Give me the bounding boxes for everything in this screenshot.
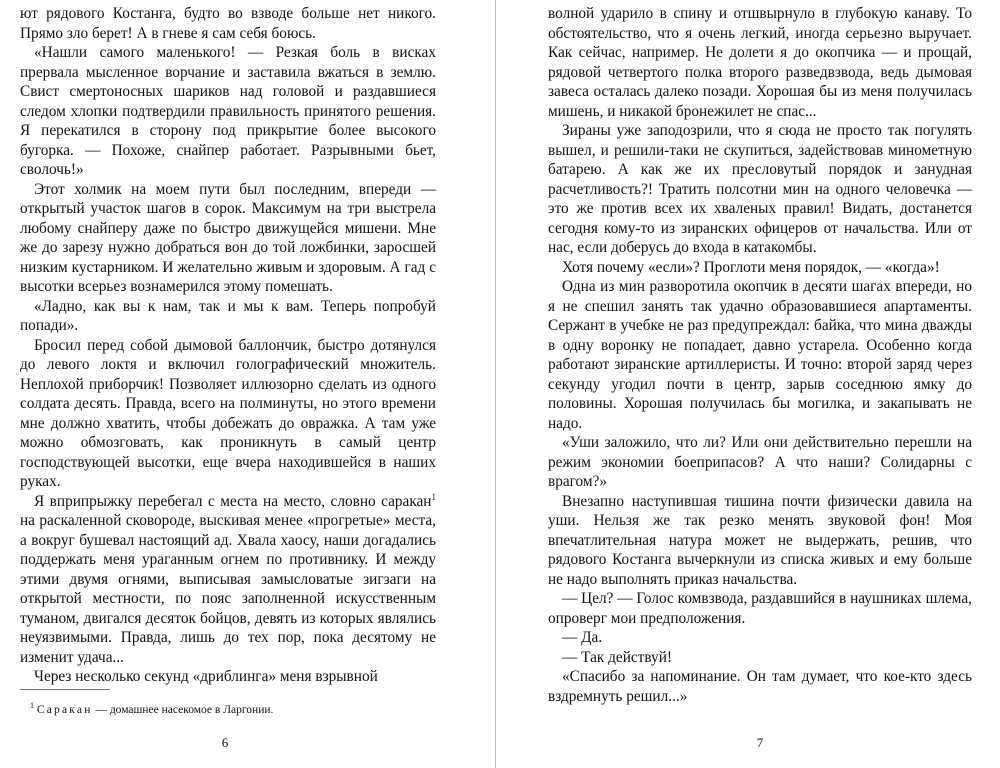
paragraph: «Спасибо за напоминание. Он там думает, что кое-кто здесь вздремнуть решил...»: [548, 668, 972, 705]
dialogue-line: — Цел? — Голос комвзвода, раздавшийся в наушниках шлема, опроверг мои предположения.: [548, 590, 972, 627]
paragraph-text-before-ref: Я вприпрыжку перебегал с места на место, словно саракан: [34, 492, 432, 510]
footnote-divider: [20, 689, 110, 690]
dialogue-line: — Да.: [562, 629, 603, 646]
paragraph: Одна из мин разворотила окопчик в десяти шагах впереди, но я не спешил занять так удачно образовавшиеся апартаменты. Сержант в учебке не раз предупреждал: байка, что мина дважды в одну воронку не попадает, давно устарела. Особенно когда работают зиранские артиллеристы. И точно: второй заряд через секунду угодил почти в центр, зарыв соседнюю ямку до половины. Хорошая получилась бы могилка, и закапывать не надо.: [548, 278, 972, 432]
left-page: [0, 0, 496, 768]
page-gutter: [495, 0, 496, 768]
left-page-text: [20, 4, 436, 687]
paragraph: Внезапно наступившая тишина почти физически давила на уши. Нельзя же так резко менять звуковой фон! Моя впечатлительная натура может не выдержать, решив, что рядового Костанга вычеркнули из списка живых и ему больше не надо выполнять приказ начальства.: [548, 492, 972, 588]
paragraph: Этот холмик на моем пути был последним, впереди — открытый участок шагов в сорок. Максимум на три выстрела любому снайперу даже по быстро движущейся мишени. Мне же до зарезу нужно добраться вон до той ложбинки, заросшей низким кустарником. И желательно живым и здоровым. А гад с высотки всерьез вознамерился этому помешать.: [20, 180, 436, 295]
footnote-definition: — домашнее насекомое в Ларгонии.: [92, 704, 274, 716]
footnote-term: Саракан: [36, 704, 93, 716]
footnote-ref: 1: [431, 491, 436, 502]
paragraph-text-after-ref: на раскаленной сковороде, выскивая менее «прогретые» места, а вокруг бушевал настоящий ад. Хвала хаосу, наши догадались поддержать меня ураганным огнем по противнику. И между этими двумя огнями, выписывая замысловатые зигзаги на открытой местности, по пояс заполненной искусственным туманом, двигался десяток бойцов, девять из которых являлись неуязвимыми. Правда, лишь до тех пор, пока десятому не изменит удача...: [20, 512, 436, 666]
paragraph: Через несколько секунд «дриблинга» меня взрывной: [34, 668, 378, 685]
footnote-number: 1: [30, 701, 34, 710]
paragraph: «Нашли самого маленького! — Резкая боль в висках прервала мысленное ворчание и заставила вжаться в землю. Свист смертоносных шариков над головой и раздавшиеся следом хлопки подтвердили правильность принятого решения. Я перекатился в сторону под прикрытие более высокого бугорка. — Похоже, снайпер работает. Разрывными бьет, сволочь!»: [20, 44, 436, 178]
paragraph: волной ударило в спину и отшвырнуло в глубокую канаву. То обстоятельство, что я очень легкий, иногда серьезно выручает. Как сейчас, например. Не долети я до окопчика — и прощай, рядовой четвертого полка второго разведвзвода, ведь дымовая завеса осталась далеко позади. Хорошая бы из меня получилась мишень, и никакой бронежилет не спас...: [548, 5, 972, 120]
right-page: [497, 0, 1000, 768]
paragraph-with-footnote-ref: [20, 492, 436, 668]
page-number: 6: [221, 735, 229, 750]
paragraph: ют рядового Костанга, будто во взводе больше нет никого. Прямо зло берет! А в гневе я сам себя боюсь.: [20, 5, 436, 42]
paragraph: Бросил перед собой дымовой баллончик, быстро дотянулся до левого локтя и включил голографический множитель. Неплохой приборчик! Позволяет иллюзорно сделать из одного солдата десять. Правда, всего на полминуты, но этого времени мне должно хватить, чтобы добежать до овражка. А там уже можно обмозговать, как проникнуть в самый центр господствующей высотки, еще вчера находившейся в наших руках.: [20, 336, 436, 490]
paragraph: «Уши заложило, что ли? Или они действительно перешли на режим экономии боеприпасов? А что наши? Солидарны с врагом?»: [548, 434, 972, 490]
paragraph: Зираны уже заподозрили, что я сюда не просто так погулять вышел, и решили-таки не скупиться, задействовав минометную батарею. А как же их пресловутый порядок и занудная расчетливость?! Тратить полсотни мин на одного человечка — это же против всех их хваленых правил! Видать, достанется сегодня кому-то из зиранских офицеров от начальства. Или от нас, если доберусь до входа в катакомбы.: [548, 122, 972, 256]
page-number: 7: [756, 735, 764, 750]
paragraph: Хотя почему «если»? Проглоти меня порядок, — «когда»!: [562, 258, 940, 276]
right-page-text: [548, 4, 972, 706]
dialogue-line: — Так действуй!: [562, 648, 672, 666]
paragraph: «Ладно, как вы к нам, так и мы к вам. Теперь попробуй попади».: [20, 297, 436, 334]
footnote: [20, 703, 440, 717]
